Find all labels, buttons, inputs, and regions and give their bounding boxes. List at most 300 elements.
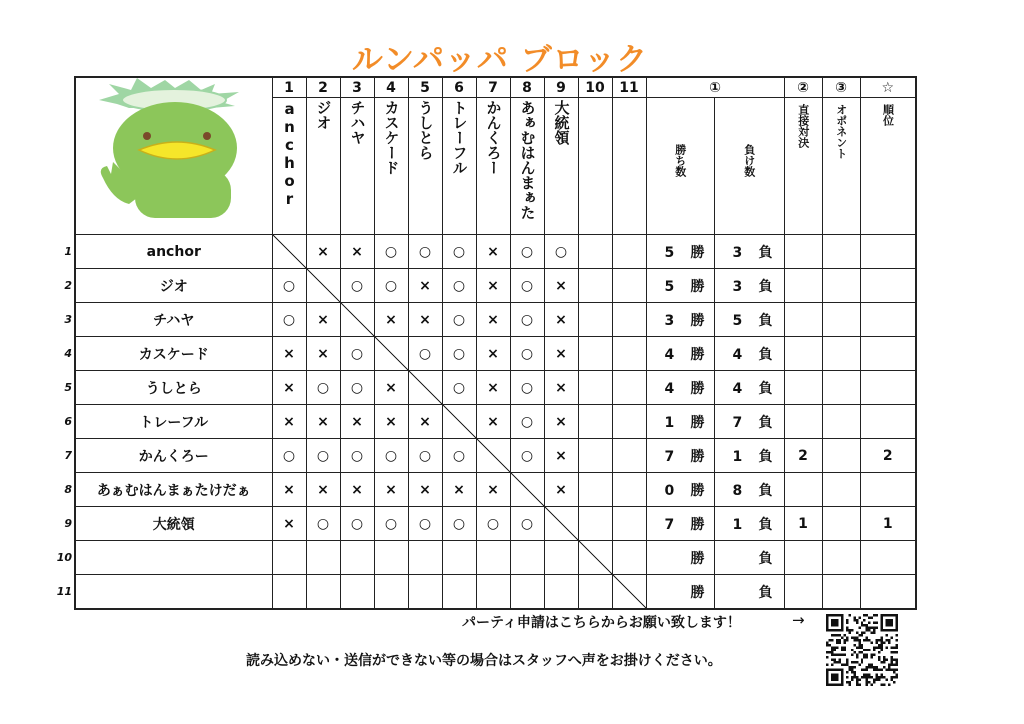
table-row xyxy=(75,303,916,337)
col-number: 1 xyxy=(272,77,306,98)
result-cell: × xyxy=(544,439,578,473)
losses-cell xyxy=(714,405,784,439)
win-suffix: 勝 xyxy=(690,516,705,533)
stat-number: ☆ xyxy=(860,77,916,98)
opponent-cell xyxy=(822,575,860,610)
opponent-cell xyxy=(822,541,860,575)
mascot-avatar-cell xyxy=(75,77,272,235)
player-column-header xyxy=(408,98,442,235)
player-name: ジオ xyxy=(75,269,272,303)
player-column-header xyxy=(442,98,476,235)
player-column-header xyxy=(374,98,408,235)
row-number: 7 xyxy=(64,449,72,462)
result-cell: × xyxy=(272,371,306,405)
direct-result-cell xyxy=(784,405,822,439)
win-suffix: 勝 xyxy=(690,414,705,431)
row-number: 5 xyxy=(64,381,72,394)
result-cell xyxy=(442,575,476,610)
player-column-header xyxy=(510,98,544,235)
result-cell: ○ xyxy=(340,371,374,405)
table-row xyxy=(75,337,916,371)
losses-cell xyxy=(714,371,784,405)
result-cell: × xyxy=(272,405,306,439)
result-cell: ○ xyxy=(510,371,544,405)
result-cell: × xyxy=(272,473,306,507)
player-column-label: カスケード xyxy=(382,100,401,175)
result-cell: ○ xyxy=(340,439,374,473)
diagonal-cell xyxy=(544,507,578,541)
result-cell xyxy=(578,405,612,439)
result-cell: × xyxy=(272,507,306,541)
result-cell: × xyxy=(476,337,510,371)
diagonal-cell xyxy=(340,303,374,337)
wins-cell xyxy=(646,371,714,405)
result-cell: × xyxy=(476,371,510,405)
result-cell: ○ xyxy=(442,269,476,303)
result-cell xyxy=(544,575,578,610)
rank-cell xyxy=(860,473,916,507)
table-row xyxy=(75,269,916,303)
stat-column-label: 勝ち数 xyxy=(673,144,687,177)
win-suffix: 勝 xyxy=(690,482,705,499)
result-cell: ○ xyxy=(306,371,340,405)
direct-result-cell xyxy=(784,337,822,371)
result-cell: × xyxy=(306,473,340,507)
table-row xyxy=(75,439,916,473)
player-name: うしとら xyxy=(75,371,272,405)
opponent-cell xyxy=(822,269,860,303)
losses-value: 5 xyxy=(732,312,743,329)
result-cell xyxy=(578,337,612,371)
player-column-label: うしとら xyxy=(416,100,435,160)
result-cell xyxy=(612,473,646,507)
result-cell: ○ xyxy=(408,507,442,541)
table-row xyxy=(75,371,916,405)
player-column-header xyxy=(340,98,374,235)
result-cell: ○ xyxy=(340,507,374,541)
result-cell: × xyxy=(374,371,408,405)
result-cell: ○ xyxy=(272,269,306,303)
losses-cell xyxy=(714,337,784,371)
result-cell xyxy=(612,439,646,473)
arrow-icon: → xyxy=(792,611,805,629)
stat-column-label: オポネント xyxy=(834,104,848,159)
row-number: 6 xyxy=(64,415,72,428)
rank-cell xyxy=(860,541,916,575)
table-row xyxy=(75,575,916,610)
wins-cell xyxy=(646,235,714,269)
result-cell xyxy=(340,541,374,575)
wins-cell xyxy=(646,269,714,303)
result-cell xyxy=(306,541,340,575)
result-cell xyxy=(544,541,578,575)
result-cell: ○ xyxy=(374,269,408,303)
result-cell: × xyxy=(544,337,578,371)
result-cell: ○ xyxy=(272,439,306,473)
losses-cell xyxy=(714,303,784,337)
loss-suffix: 負 xyxy=(758,278,773,295)
wins-value: 4 xyxy=(664,380,675,397)
win-suffix: 勝 xyxy=(690,550,705,567)
rank-cell xyxy=(860,371,916,405)
win-suffix: 勝 xyxy=(690,584,705,601)
result-cell: × xyxy=(306,405,340,439)
result-cell: × xyxy=(544,405,578,439)
col-number: 10 xyxy=(578,77,612,98)
stat-number: ③ xyxy=(822,77,860,98)
losses-cell xyxy=(714,507,784,541)
result-cell: ○ xyxy=(306,439,340,473)
notice-text: 読み込めない・送信ができない等の場合はスタッフへ声をお掛けください。 xyxy=(246,653,722,669)
result-cell: ○ xyxy=(510,405,544,439)
player-column-header xyxy=(476,98,510,235)
result-cell: × xyxy=(544,303,578,337)
losses-value: 1 xyxy=(732,516,743,533)
result-cell: × xyxy=(408,303,442,337)
loss-suffix: 負 xyxy=(758,550,773,567)
result-cell: ○ xyxy=(374,439,408,473)
result-cell: × xyxy=(476,303,510,337)
losses-cell xyxy=(714,473,784,507)
win-suffix: 勝 xyxy=(690,380,705,397)
diagonal-cell xyxy=(612,575,646,610)
result-cell xyxy=(612,541,646,575)
result-cell: ○ xyxy=(374,507,408,541)
loss-suffix: 負 xyxy=(758,380,773,397)
page-title: ルンパッパ ブロック xyxy=(351,42,649,78)
result-cell: × xyxy=(340,405,374,439)
wins-value: 0 xyxy=(664,482,675,499)
table-row xyxy=(75,473,916,507)
table-row xyxy=(75,235,916,269)
direct-result-cell xyxy=(784,371,822,405)
diagonal-cell xyxy=(306,269,340,303)
result-cell: × xyxy=(476,269,510,303)
diagonal-cell xyxy=(272,235,306,269)
wins-cell xyxy=(646,507,714,541)
col-number: 4 xyxy=(374,77,408,98)
result-cell: ○ xyxy=(510,303,544,337)
result-cell xyxy=(272,575,306,610)
player-name xyxy=(75,541,272,575)
player-column-header xyxy=(544,98,578,235)
result-cell: × xyxy=(340,235,374,269)
wins-cell xyxy=(646,405,714,439)
player-name: あぁむはんまぁたけだぁ xyxy=(75,473,272,507)
col-number: 3 xyxy=(340,77,374,98)
row-number: 8 xyxy=(64,483,72,496)
player-name: 大統領 xyxy=(75,507,272,541)
stat-column-label: 順位 xyxy=(881,104,895,126)
opponent-cell xyxy=(822,303,860,337)
result-cell xyxy=(374,575,408,610)
loss-suffix: 負 xyxy=(758,346,773,363)
result-cell: ○ xyxy=(340,337,374,371)
result-cell xyxy=(340,575,374,610)
direct-result-cell: 1 xyxy=(784,507,822,541)
win-suffix: 勝 xyxy=(690,448,705,465)
loss-suffix: 負 xyxy=(758,516,773,533)
result-cell: ○ xyxy=(510,269,544,303)
wins-cell xyxy=(646,337,714,371)
result-cell: × xyxy=(272,337,306,371)
wins-value: 1 xyxy=(664,414,675,431)
col-number: 9 xyxy=(544,77,578,98)
result-cell: ○ xyxy=(510,439,544,473)
result-cell: ○ xyxy=(408,439,442,473)
loss-suffix: 負 xyxy=(758,448,773,465)
result-cell: × xyxy=(306,337,340,371)
losses-value: 8 xyxy=(732,482,743,499)
col-number: 2 xyxy=(306,77,340,98)
loss-suffix: 負 xyxy=(758,414,773,431)
direct-result-cell xyxy=(784,473,822,507)
wins-cell xyxy=(646,575,714,610)
result-cell: ○ xyxy=(306,507,340,541)
col-number: 11 xyxy=(612,77,646,98)
win-suffix: 勝 xyxy=(690,278,705,295)
diagonal-cell xyxy=(578,541,612,575)
result-cell: × xyxy=(340,473,374,507)
result-cell: × xyxy=(306,303,340,337)
rank-cell xyxy=(860,575,916,610)
stat-number: ② xyxy=(784,77,822,98)
row-number: 1 xyxy=(64,245,72,258)
result-cell: × xyxy=(306,235,340,269)
result-cell xyxy=(476,575,510,610)
losses-value: 7 xyxy=(732,414,743,431)
win-suffix: 勝 xyxy=(690,312,705,329)
win-suffix: 勝 xyxy=(690,346,705,363)
result-cell xyxy=(612,507,646,541)
wins-value: 3 xyxy=(664,312,675,329)
direct-result-cell xyxy=(784,269,822,303)
result-cell xyxy=(510,541,544,575)
mascot-icon xyxy=(89,78,259,218)
direct-result-cell: 2 xyxy=(784,439,822,473)
losses-value: 3 xyxy=(732,244,743,261)
player-column-label: かんくろー xyxy=(484,100,503,175)
row-number: 9 xyxy=(64,517,72,530)
losses-value: 4 xyxy=(732,380,743,397)
table-row xyxy=(75,507,916,541)
losses-value: 3 xyxy=(732,278,743,295)
result-cell xyxy=(578,303,612,337)
party-request-text: パーティ申請はこちらからお願い致します！ xyxy=(462,615,741,631)
result-cell: ○ xyxy=(442,439,476,473)
losses-cell xyxy=(714,269,784,303)
rank-cell xyxy=(860,405,916,439)
result-cell: ○ xyxy=(442,371,476,405)
result-cell xyxy=(578,235,612,269)
col-number: 6 xyxy=(442,77,476,98)
result-cell xyxy=(306,575,340,610)
direct-result-cell xyxy=(784,575,822,610)
result-cell xyxy=(578,439,612,473)
stat-number: ① xyxy=(646,77,784,98)
result-cell: ○ xyxy=(510,235,544,269)
losses-cell xyxy=(714,575,784,610)
result-cell: × xyxy=(408,269,442,303)
wins-cell xyxy=(646,303,714,337)
row-number: 4 xyxy=(64,347,72,360)
row-number: 3 xyxy=(64,313,72,326)
win-suffix: 勝 xyxy=(690,244,705,261)
opponent-cell xyxy=(822,439,860,473)
result-cell xyxy=(578,575,612,610)
result-cell: ○ xyxy=(442,337,476,371)
rank-cell xyxy=(860,269,916,303)
stat-column-header xyxy=(646,98,714,235)
rank-cell xyxy=(860,235,916,269)
col-number: 5 xyxy=(408,77,442,98)
diagonal-cell xyxy=(408,371,442,405)
result-cell: ○ xyxy=(442,235,476,269)
result-cell: × xyxy=(408,405,442,439)
losses-cell xyxy=(714,235,784,269)
result-cell: × xyxy=(544,269,578,303)
wins-value: 4 xyxy=(664,346,675,363)
player-column-label: ジオ xyxy=(314,100,333,130)
result-cell xyxy=(612,235,646,269)
stat-column-header xyxy=(860,98,916,235)
result-cell: ○ xyxy=(408,235,442,269)
player-name: anchor xyxy=(75,235,272,269)
wins-value: 5 xyxy=(664,244,675,261)
result-cell: × xyxy=(442,473,476,507)
wins-cell xyxy=(646,541,714,575)
result-cell: ○ xyxy=(544,235,578,269)
result-cell xyxy=(408,575,442,610)
player-column-header xyxy=(306,98,340,235)
result-cell: ○ xyxy=(374,235,408,269)
stat-column-label: 負け数 xyxy=(742,144,756,177)
player-name xyxy=(75,575,272,610)
opponent-cell xyxy=(822,507,860,541)
table-row xyxy=(75,405,916,439)
losses-value: 4 xyxy=(732,346,743,363)
rank-cell xyxy=(860,337,916,371)
result-cell: ○ xyxy=(272,303,306,337)
loss-suffix: 負 xyxy=(758,584,773,601)
rank-cell: 1 xyxy=(860,507,916,541)
stat-column-label: 直接対決 xyxy=(796,104,810,148)
wins-cell xyxy=(646,473,714,507)
wins-value: 7 xyxy=(664,516,675,533)
result-cell xyxy=(612,337,646,371)
result-cell xyxy=(510,575,544,610)
col-number: 8 xyxy=(510,77,544,98)
result-cell xyxy=(442,541,476,575)
stat-column-header xyxy=(784,98,822,235)
player-name: カスケード xyxy=(75,337,272,371)
opponent-cell xyxy=(822,235,860,269)
result-cell: × xyxy=(476,473,510,507)
opponent-cell xyxy=(822,371,860,405)
player-column-header xyxy=(612,98,646,235)
result-cell xyxy=(612,405,646,439)
diagonal-cell xyxy=(476,439,510,473)
opponent-cell xyxy=(822,405,860,439)
losses-cell xyxy=(714,439,784,473)
opponent-cell xyxy=(822,337,860,371)
result-cell: ○ xyxy=(476,507,510,541)
result-cell: × xyxy=(374,303,408,337)
stat-column-header xyxy=(714,98,784,235)
result-cell: × xyxy=(544,371,578,405)
league-table xyxy=(74,76,917,610)
wins-value: 5 xyxy=(664,278,675,295)
result-cell: × xyxy=(476,235,510,269)
row-number: 11 xyxy=(56,585,72,598)
losses-value: 1 xyxy=(732,448,743,465)
result-cell: × xyxy=(408,473,442,507)
result-cell xyxy=(612,371,646,405)
result-cell: ○ xyxy=(510,337,544,371)
result-cell xyxy=(272,541,306,575)
row-number: 10 xyxy=(56,551,72,564)
diagonal-cell xyxy=(374,337,408,371)
result-cell: ○ xyxy=(510,507,544,541)
direct-result-cell xyxy=(784,235,822,269)
diagonal-cell xyxy=(442,405,476,439)
result-cell: × xyxy=(544,473,578,507)
player-column-header xyxy=(578,98,612,235)
table-row xyxy=(75,541,916,575)
direct-result-cell xyxy=(784,541,822,575)
result-cell xyxy=(578,473,612,507)
loss-suffix: 負 xyxy=(758,312,773,329)
result-cell: × xyxy=(374,473,408,507)
result-cell xyxy=(476,541,510,575)
result-cell: ○ xyxy=(442,303,476,337)
result-cell xyxy=(578,269,612,303)
player-name: チハヤ xyxy=(75,303,272,337)
result-cell xyxy=(612,303,646,337)
rank-cell: 2 xyxy=(860,439,916,473)
diagonal-cell xyxy=(510,473,544,507)
direct-result-cell xyxy=(784,303,822,337)
wins-cell xyxy=(646,439,714,473)
result-cell: ○ xyxy=(408,337,442,371)
row-number: 2 xyxy=(64,279,72,292)
player-name: かんくろー xyxy=(75,439,272,473)
player-name: トレーフル xyxy=(75,405,272,439)
result-cell xyxy=(374,541,408,575)
result-cell xyxy=(578,507,612,541)
result-cell: ○ xyxy=(340,269,374,303)
result-cell: × xyxy=(476,405,510,439)
result-cell: ○ xyxy=(442,507,476,541)
player-column-label: 大統領 xyxy=(552,100,571,145)
stat-column-header xyxy=(822,98,860,235)
rank-cell xyxy=(860,303,916,337)
loss-suffix: 負 xyxy=(758,244,773,261)
col-number: 7 xyxy=(476,77,510,98)
loss-suffix: 負 xyxy=(758,482,773,499)
player-column-label: トレーフル xyxy=(450,100,469,175)
result-cell: × xyxy=(374,405,408,439)
player-column-label: あぁむはんまぁた xyxy=(518,100,537,220)
opponent-cell xyxy=(822,473,860,507)
qr-code[interactable] xyxy=(826,614,898,686)
losses-cell xyxy=(714,541,784,575)
player-column-label: anchor xyxy=(280,100,299,208)
player-column-header xyxy=(272,98,306,235)
result-cell xyxy=(408,541,442,575)
player-column-label: チハヤ xyxy=(348,100,367,145)
wins-value: 7 xyxy=(664,448,675,465)
